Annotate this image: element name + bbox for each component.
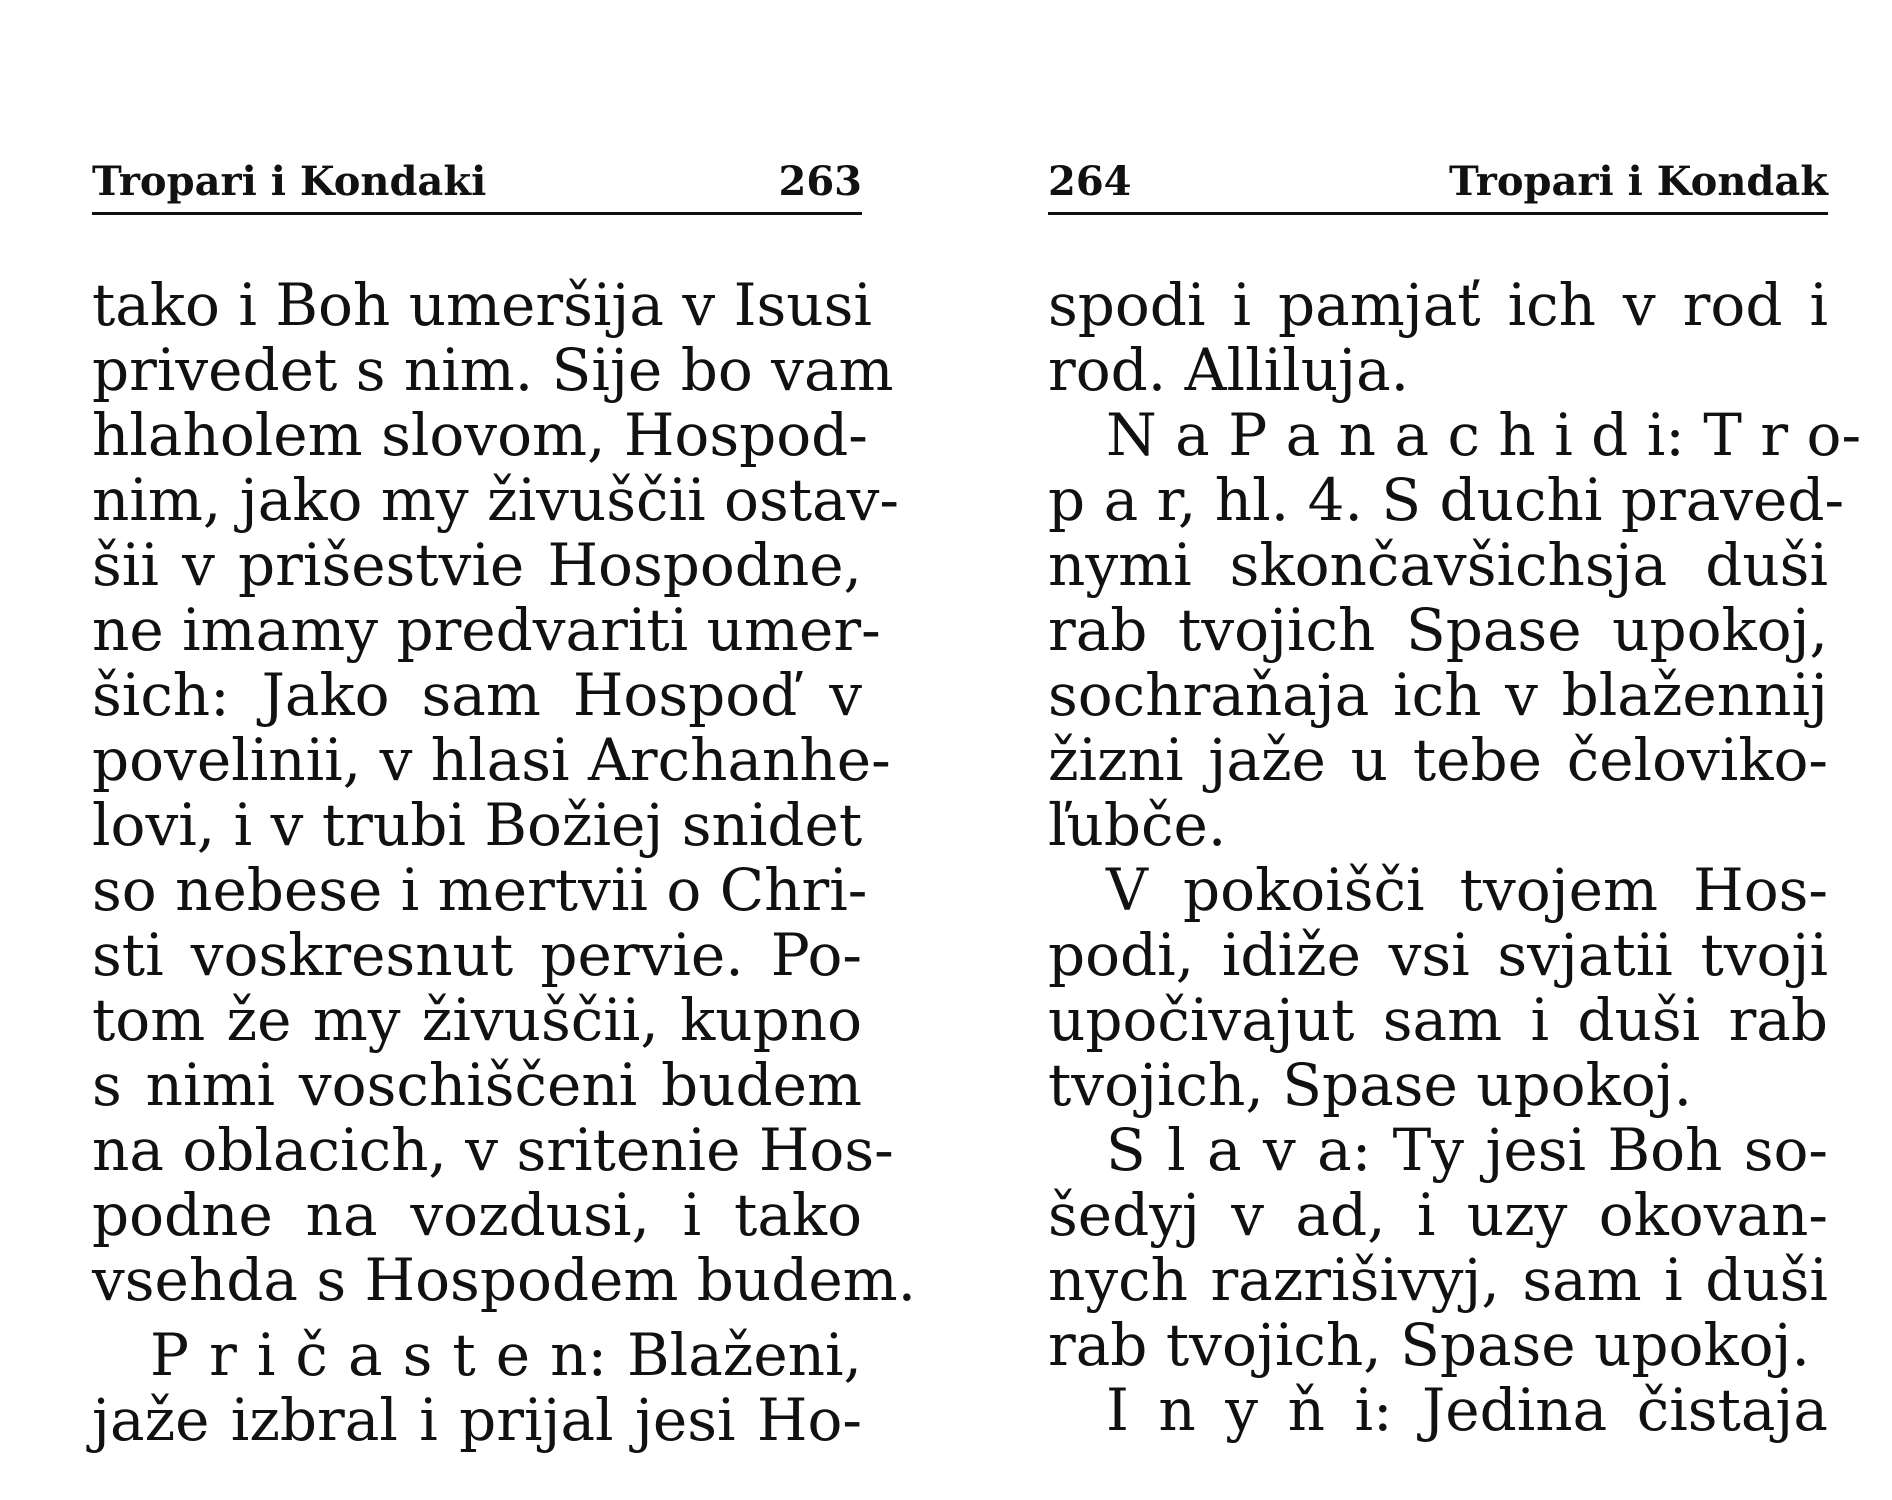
text-line: nim, jako my živuščii ostav- [92,466,899,534]
text-line: lovi, i v trubi Božiej snidet [92,791,863,859]
text-line: N a P a n a c h i d i: T r o- [1106,401,1862,469]
text-line: podne na vozdusi, i tako [92,1181,862,1249]
text-line: šii v prišestvie Hospodne, [92,531,862,599]
text-line: jaže izbral i prijal jesi Ho- [92,1386,862,1454]
text-line: P r i č a s t e n: Blaženi, [150,1321,862,1389]
text-line: V pokoišči tvojem Hos- [1106,856,1828,924]
text-line: so nebese i mertvii o Chri- [92,856,868,924]
text-line: nymi skončavšichsja duši [1048,531,1828,599]
text-line: rod. Alliluja. [1048,336,1410,404]
text-line: S l a v a: Ty jesi Boh so- [1106,1116,1828,1184]
text-line: ne imamy predvariti umer- [92,596,881,664]
text-line: s nimi voschiščeni budem [92,1051,862,1119]
text-line: ľubče. [1048,791,1227,859]
left-header-title: Tropari i Kondaki [92,158,487,205]
text-line: žizni jaže u tebe čeloviko- [1048,726,1828,794]
text-line: tako i Boh umeršija v Isusi [92,271,872,339]
text-line: povelinii, v hlasi Archanhe- [92,726,891,794]
text-line: na oblacich, v sritenie Hos- [92,1116,894,1184]
text-line: upočivajut sam i duši rab [1048,986,1828,1054]
text-line: šedyj v ad, i uzy okovan- [1048,1181,1828,1249]
text-line: šich: Jako sam Hospoď v [92,661,862,729]
text-line: privedet s nim. Sije bo vam [92,336,894,404]
right-page [1048,158,1862,1444]
text-line: vsehda s Hospodem budem. [92,1246,917,1314]
text-line: hlaholem slovom, Hospod- [92,401,868,469]
text-line: tom že my živuščii, kupno [92,986,862,1054]
left-page-number: 263 [778,158,862,205]
text-line: rab tvojich Spase upokoj, [1048,596,1828,664]
text-line: p a r, hl. 4. S duchi praved- [1048,466,1845,534]
text-line: sochraňaja ich v blažennij [1048,661,1828,729]
text-line: sti voskresnut pervie. Po- [92,921,862,989]
left-page [92,158,917,1454]
text-line: rab tvojich, Spase upokoj. [1048,1311,1810,1379]
right-running-head [1048,160,1828,215]
text-line: spodi i pamjať ich v rod i [1048,271,1828,339]
text-line: nych razrišivyj, sam i duši [1048,1246,1828,1314]
text-line: podi, idiže vsi svjatii tvoji [1048,921,1828,989]
left-running-head [92,160,862,215]
right-page-number: 264 [1048,158,1132,205]
text-line: tvojich, Spase upokoj. [1048,1051,1693,1119]
text-line: I n y ň i: Jedina čistaja [1106,1376,1828,1444]
right-body-text [1048,271,1862,1444]
left-body-text [92,271,917,1454]
right-header-title: Tropari i Kondak [1448,158,1828,205]
